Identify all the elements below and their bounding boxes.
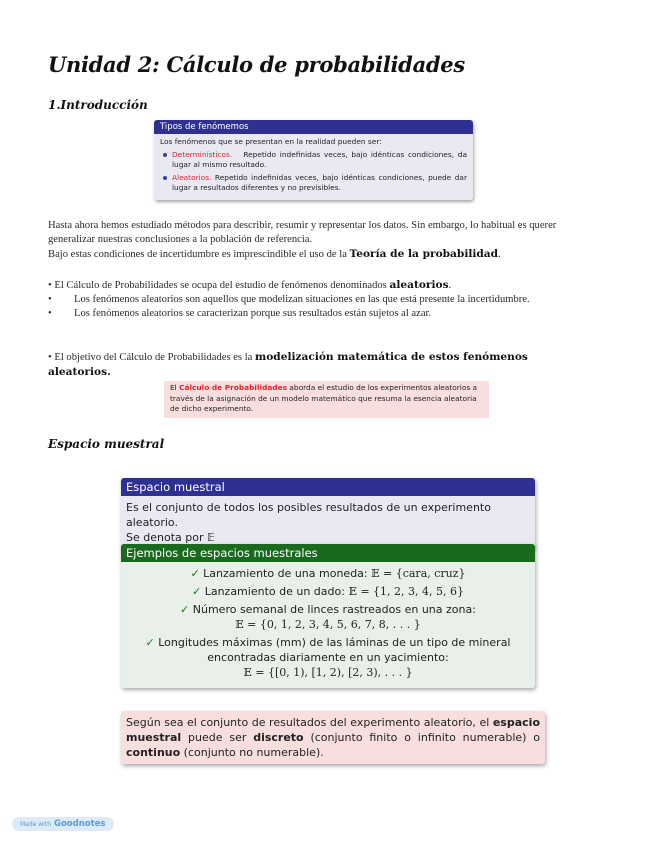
highlight-term: Cálculo de Probabilidades (179, 383, 288, 392)
example-item (129, 584, 527, 599)
calculo-definition-box (164, 381, 489, 418)
intro-paragraph (48, 219, 568, 262)
text-span: . (448, 280, 452, 291)
example-item (129, 602, 527, 632)
text-span: El (170, 383, 180, 392)
badge-small-text: Made with (20, 821, 51, 828)
checkmark-icon: ✓ (145, 636, 155, 649)
tipos-box-body (154, 134, 473, 200)
example-text: Número semanal de linces rastreados en una zona: (192, 603, 476, 616)
tipos-box-header: Tipos de fenómemos (154, 120, 473, 134)
example-item (129, 566, 527, 581)
term-description: Repetido indefinidas veces, bajo idénticas condiciones, da lugar al mismo resultado. (172, 149, 467, 169)
section-heading-introduccion: 1.Introducción (48, 98, 148, 112)
text-span: puede ser (181, 731, 254, 744)
list-item (172, 173, 467, 194)
badge-brand: Goodnotes (53, 819, 106, 829)
example-text: Longitudes máximas (mm) de las láminas de un tipo de mineral encontradas diariamente en un yacimiento: (158, 636, 511, 664)
example-math: 𝔼 = {cara, cruz} (371, 567, 466, 580)
text-span: • El Cálculo de Probabilidades se ocupa del estudio de fenómenos denominados (48, 280, 390, 291)
tipos-fenomenos-box (154, 120, 473, 200)
example-math: 𝔼 = {[0, 1), [1, 2), [2, 3), . . . } (243, 666, 413, 679)
espacio-box-body (121, 496, 535, 549)
espacio-box-header: Espacio muestral (121, 478, 535, 496)
bold-term: continuo (126, 746, 181, 759)
tipos-list (160, 150, 467, 194)
bullet-line (48, 307, 568, 321)
ejemplos-box-body (121, 562, 535, 688)
tipos-espacio-box (121, 711, 545, 764)
bold-term: espacio muestral (126, 716, 540, 744)
term-aleatorios: Aleatorios. (172, 172, 212, 182)
espacio-notation: Se denota por 𝔼 (126, 531, 216, 544)
text-span: Los fenómenos aleatorios son aquellos que modelizan situaciones en las que está presente la incertidumbre. (74, 294, 530, 305)
ejemplos-box-header: Ejemplos de espacios muestrales (121, 544, 535, 562)
bullet-dot: • (48, 308, 52, 319)
calculo-bullets (48, 278, 568, 321)
goodnotes-badge[interactable] (12, 817, 114, 831)
section-heading-espacio-muestral: Espacio muestral (48, 437, 165, 451)
example-math: 𝔼 = {0, 1, 2, 3, 4, 5, 6, 7, 8, . . . } (235, 618, 421, 631)
text-span: • El objetivo del Cálculo de Probabilidades es la (48, 352, 256, 363)
bold-term: modelización matemática de estos fenómenos aleatorios. (48, 351, 528, 378)
example-item (129, 635, 527, 680)
text-span: Según sea el conjunto de resultados del experimento aleatorio, el (126, 716, 493, 729)
text-span: Bajo estas condiciones de incertidumbre es imprescindible el uso de la (48, 249, 350, 260)
bold-term: aleatorios (389, 279, 449, 291)
example-text: Lanzamiento de un dado: (204, 585, 349, 598)
checkmark-icon: ✓ (191, 585, 202, 598)
text-span: (conjunto no numerable). (180, 746, 324, 759)
example-math: 𝔼 = {1, 2, 3, 4, 5, 6} (348, 585, 464, 598)
text-span: (conjunto finito o infinito numerable) o (303, 731, 541, 744)
page-title: Unidad 2: Cálculo de probabilidades (48, 52, 465, 77)
checkmark-icon: ✓ (190, 567, 200, 580)
bullet-line (48, 278, 568, 293)
bullet-dot: • (48, 294, 52, 305)
intro-text: Hasta ahora hemos estudiado métodos para describir, resumir y representar los datos. Sin embargo, lo habitual es querer generalizar nuestras conclusiones a la población de referencia. (48, 220, 557, 245)
ejemplos-box (121, 544, 535, 688)
text-span: aborda el estudio de los experimentos aleatorios a través de la asignación de un modelo matemático que resuma la esencia aleatoria de dicho experimento. (170, 383, 478, 413)
espacio-definition: Es el conjunto de todos los posibles resultados de un experimento aleatorio. (126, 501, 491, 529)
term-deterministicos: Determinísticos. (172, 149, 233, 159)
list-item (172, 150, 467, 171)
bold-term: Teoría de la probabilidad (349, 248, 499, 260)
example-text: Lanzamiento de una moneda: (203, 567, 372, 580)
bullet-line (48, 293, 568, 307)
term-description: Repetido indefinidas veces, bajo idénticas condiciones, puede dar lugar a resultados diferentes y no previsibles. (172, 172, 467, 192)
text-span: Los fenómenos aleatorios se caracterizan porque sus resultados están sujetos al azar. (74, 308, 432, 319)
checkmark-icon: ✓ (180, 603, 190, 616)
espacio-muestral-box (121, 478, 535, 549)
intro-text-line2 (48, 247, 568, 262)
text-span: . (498, 249, 501, 260)
objetivo-paragraph (48, 350, 568, 380)
tipos-box-intro: Los fenómenos que se presentan en la realidad pueden ser: (160, 137, 382, 146)
bold-term: discreto (253, 731, 304, 744)
